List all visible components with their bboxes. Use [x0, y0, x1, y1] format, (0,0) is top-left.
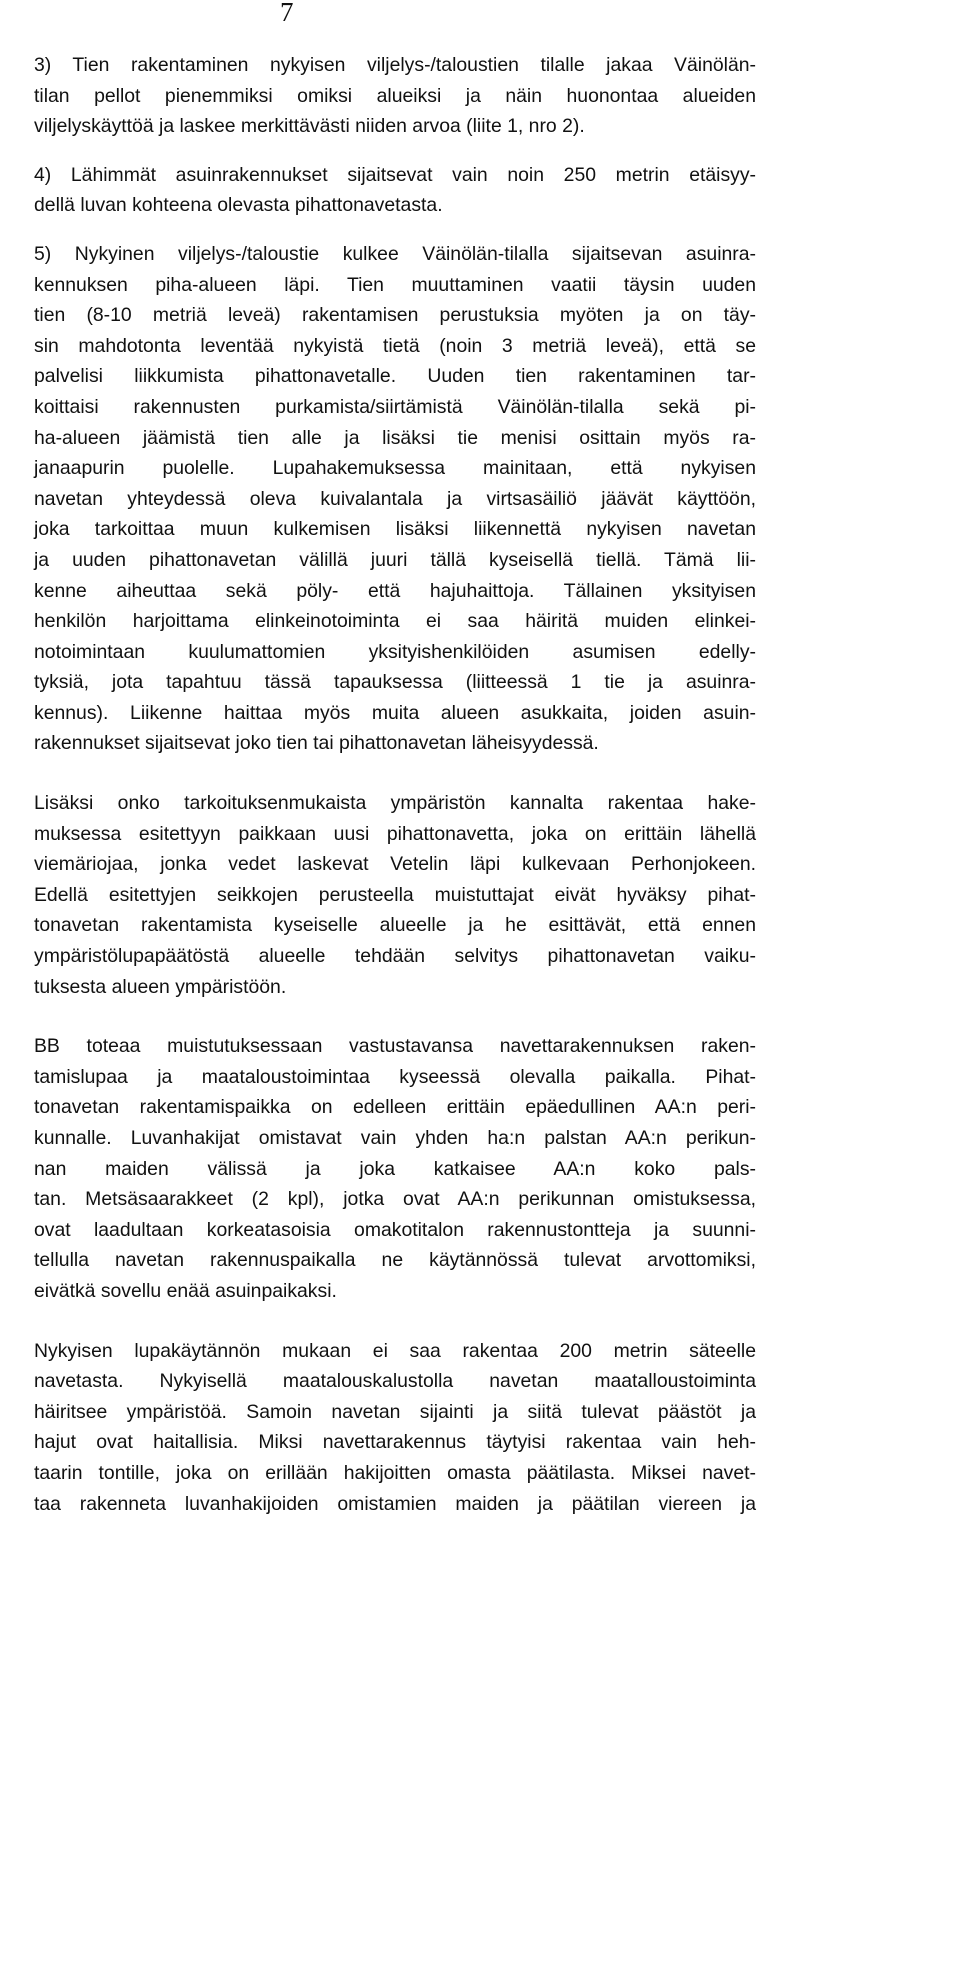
text-line: tyksiä, jota tapahtuu tässä tapauksessa (liitteessä 1 tie ja asuinra- [34, 671, 756, 694]
paragraph [34, 1031, 756, 1306]
text-line: ympäristölupapäätöstä alueelle tehdään selvitys pihattonavetan vaiku- [34, 945, 756, 968]
text-line: navetasta. Nykyisellä maatalouskalustolla navetan maatalloustoiminta [34, 1370, 756, 1393]
paragraph [34, 160, 756, 221]
text-line: joka tarkoittaa muun kulkemisen lisäksi liikennettä nykyisen navetan [34, 518, 756, 541]
text-line: nan maiden välissä ja joka katkaisee AA:n koko pals- [34, 1157, 756, 1180]
text-line: Edellä esitettyjen seikkojen perusteella muistuttajat eivät hyväksy pihat- [34, 883, 756, 906]
text-line: eivätkä sovellu enää asuinpaikaksi. [34, 1279, 337, 1302]
page-number: 7 [280, 0, 294, 27]
text-line: 4) Lähimmät asuinrakennukset sijaitsevat vain noin 250 metrin etäisyy- [34, 163, 756, 186]
text-line: kunnalle. Luvanhakijat omistavat vain yhden ha:n palstan AA:n perikun- [34, 1127, 756, 1149]
text-line: kennus). Liikenne haittaa myös muita alueen asukkaita, joiden asuin- [34, 701, 756, 724]
text-line: sin mahdotonta leventää nykyistä tietä (noin 3 metriä leveä), että se [34, 334, 756, 357]
text-line: tilan pellot pienemmiksi omiksi alueiksi ja näin huonontaa alueiden [34, 84, 756, 107]
text-line: tan. Metsäsaarakkeet (2 kpl), jotka ovat AA:n perikunnan omistuksessa, [34, 1188, 756, 1211]
text-line: koittaisi rakennusten purkamista/siirtämistä Väinölän-tilalla sekä pi- [34, 395, 756, 418]
text-line: 3) Tien rakentaminen nykyisen viljelys-/taloustien tilalle jakaa Väinölän- [34, 54, 756, 76]
text-line: tuksesta alueen ympäristöön. [34, 975, 287, 998]
text-line: 5) Nykyinen viljelys-/taloustie kulkee Väinölän-tilalla sijaitsevan asuinra- [34, 242, 756, 265]
text-line: häiritsee ympäristöä. Samoin navetan sijainti ja siitä tulevat päästöt ja [34, 1400, 756, 1423]
text-line: viljelyskäyttöä ja laskee merkittävästi niiden arvoa (liite 1, nro 2). [34, 115, 585, 138]
text-line: Nykyisen lupakäytännön mukaan ei saa rakentaa 200 metrin säteelle [34, 1339, 756, 1362]
text-line: BB toteaa muistutuksessaan vastustavansa navettarakennuksen raken- [34, 1035, 756, 1058]
text-line: notoimintaan kuulumattomien yksityishenkilöiden asumisen edelly- [34, 640, 756, 663]
text-line: ha-alueen jäämistä tien alle ja lisäksi tie menisi osittain myös ra- [34, 426, 756, 449]
paragraph [34, 1336, 756, 1520]
text-line: taarin tontille, joka on erillään hakijoitten omasta päätilasta. Miksei navet- [34, 1461, 756, 1484]
text-line: viemäriojaa, jonka vedet laskevat Vetelin läpi kulkevaan Perhonjokeen. [34, 853, 756, 876]
text-line: rakennukset sijaitsevat joko tien tai pihattonavetan läheisyydessä. [34, 732, 599, 755]
text-line: kennuksen piha-alueen läpi. Tien muuttaminen vaatii täysin uuden [34, 273, 756, 296]
text-line: kenne aiheuttaa sekä pöly- että hajuhaittoja. Tällainen yksityisen [34, 579, 756, 602]
paragraph [34, 50, 756, 142]
text-line: muksessa esitettyyn paikkaan uusi pihattonavetta, joka on erittäin lähellä [34, 822, 756, 845]
text-line: ja uuden pihattonavetan välillä juuri tällä kyseisellä tiellä. Tämä lii- [34, 548, 756, 571]
text-line: tonavetan rakentamista kyseiselle alueelle ja he esittävät, että ennen [34, 914, 756, 937]
text-line: taa rakenneta luvanhakijoiden omistamien maiden ja päätilan viereen ja [34, 1492, 756, 1515]
text-line: ovat laadultaan korkeatasoisia omakotitalon rakennustontteja ja suunni- [34, 1218, 756, 1241]
text-line: tien (8-10 metriä leveä) rakentamisen perustuksia myöten ja on täy- [34, 304, 756, 327]
text-line: janaapurin puolelle. Lupahakemuksessa mainitaan, että nykyisen [34, 457, 756, 480]
text-line: henkilön harjoittama elinkeinotoiminta ei saa häiritä muiden elinkei- [34, 610, 756, 633]
text-line: tellulla navetan rakennuspaikalla ne käytännössä tulevat arvottomiksi, [34, 1249, 756, 1272]
paragraph [34, 788, 756, 1002]
text-line: dellä luvan kohteena olevasta pihattonavetasta. [34, 194, 443, 217]
text-line: palvelisi liikkumista pihattonavetalle. Uuden tien rakentaminen tar- [34, 365, 756, 388]
document-body [34, 50, 756, 1519]
paragraph [34, 239, 756, 759]
text-line: navetan yhteydessä oleva kuivalantala ja virtsasäiliö jäävät käyttöön, [34, 487, 756, 510]
text-line: Lisäksi onko tarkoituksenmukaista ympäristön kannalta rakentaa hake- [34, 792, 756, 815]
text-line: hajut ovat haitallisia. Miksi navettarakennus täytyisi rakentaa vain heh- [34, 1431, 756, 1454]
text-line: tamislupaa ja maataloustoimintaa kyseessä olevalla paikalla. Pihat- [34, 1065, 756, 1088]
text-line: tonavetan rakentamispaikka on edelleen erittäin epäedullinen AA:n peri- [34, 1096, 756, 1119]
